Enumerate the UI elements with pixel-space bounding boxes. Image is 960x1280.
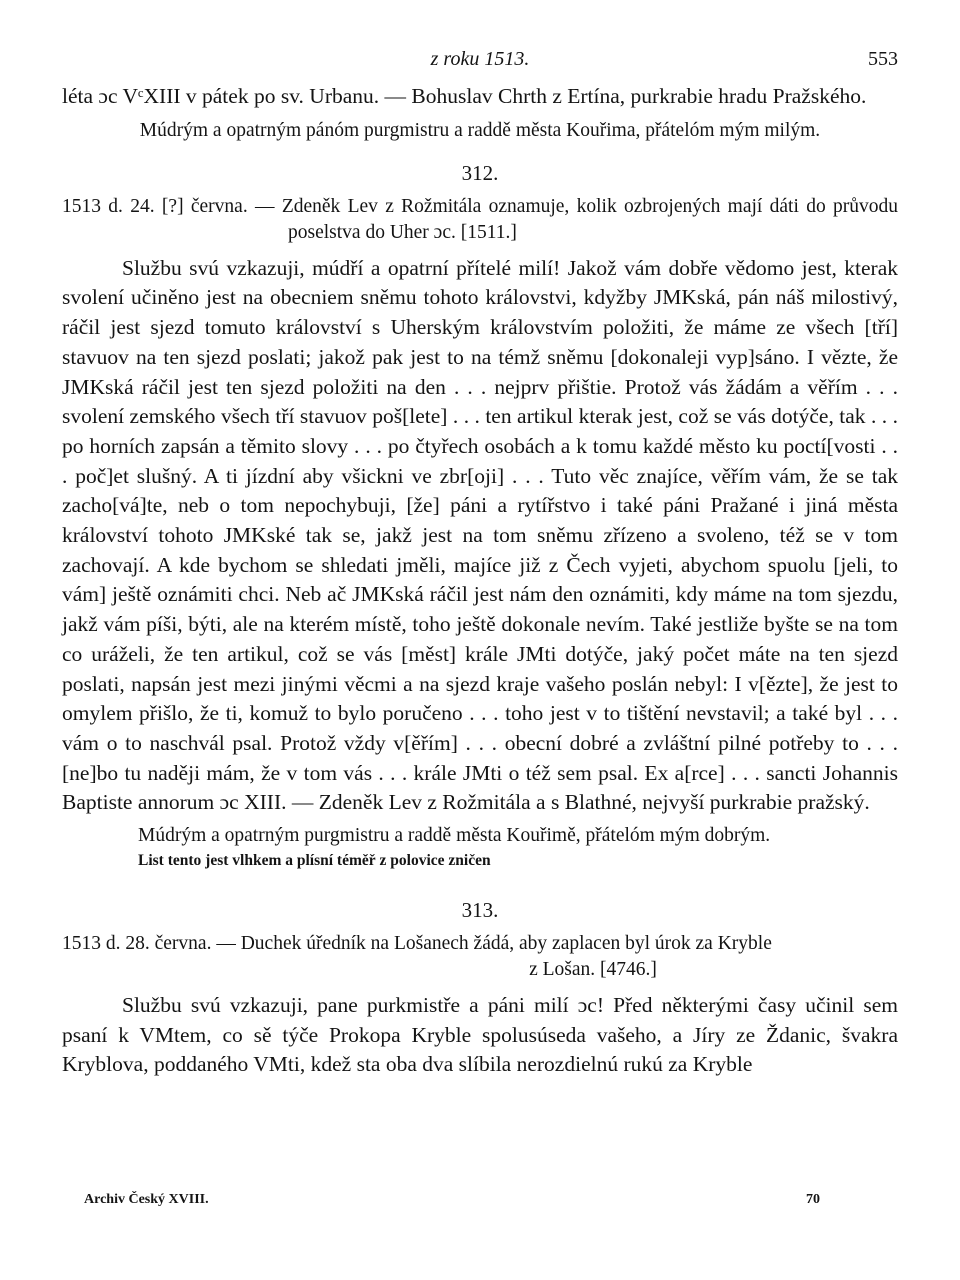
doc-311-closing-text: léta ɔc VᶜXIII v pátek po sv. Urbanu. — Bohuslav Chrth z Ertína, purkrabie hradu Pražského. xyxy=(62,84,867,108)
running-head xyxy=(62,48,898,82)
running-head-title: z roku 1513. xyxy=(430,48,530,70)
doc-312-note: List tento jest vlhkem a plísní téměř z polovice zničen xyxy=(138,852,491,870)
doc-311-address: Múdrým a opatrným pánóm purgmistru a raddě města Kouřima, přátelóm mým milým. xyxy=(139,119,821,141)
doc-313-text: Službu svú vzkazuji, pane purkmistře a páni milí ɔc! Před některými časy učinil sem psaní k VMtem, co sě týče Prokopa Kryble spolusúseda vašeho, a Jíry ze Ždanic, švakra Kryblova, poddaného VMti, kdež sta oba dva slíbila nerozdielnú rukú za Kryble xyxy=(62,993,898,1077)
doc-313-number: 313. xyxy=(461,898,499,923)
doc-312-regest: 1513 d. 24. [?] června. — Zdeněk Lev z Rožmitála oznamuje, kolik ozbrojených mají dáti do průvodu poselstva do Uher ɔc. [1511.] xyxy=(62,195,898,243)
document-page xyxy=(62,48,898,1080)
doc-312-address: Múdrým a opatrným purgmistru a raddě města Kouřimě, přátelóm mým dobrým. xyxy=(138,825,771,847)
page-number: 553 xyxy=(868,48,898,70)
doc-313-regest-line2: z Lošan. [4746.] xyxy=(529,959,657,981)
footer-sheet-number: 70 xyxy=(806,1192,820,1207)
footer-signature: Archiv Český XVIII. xyxy=(84,1192,209,1207)
doc-312-text: Službu svú vzkazuji, múdří a opatrní přítelé milí! Jakož vám dobře vědomo jest, kterak svolení učiněno jest na obecniem sněmu tohoto královstvi, kdyžby JMKská, pán náš milostivý, ráčil jest sjezd tomuto království s Uherským královstvím položiti, že máme ze všech [tří] stavuov na ten sjezd poslati; jakož pak jest to na témž sněmu [dokonaleji vyp]sáno. I vězte, že JMKská ráčil jest ten sjezd položiti na den . . . nejprv přištie. Protož vás žádám a věřím . . . svolení zemského všech tří stavuov poš[lete] . . . ten artikul kterak jest, což se vás dotýče, tak . . . po horních zapsán a těmito slovy . . . po čtyřech osobách a k tomu každé město ku poctí[vosti . . . poč]et slušný. A ti jízdní aby všickni ve zbr[oji] . . . Tuto věc znajíce, věřím vám, že se tak zacho[vá]te, neb o tom nepochybuji, [že] páni a rytířstvo i také páni Pražané i jiná města království tohoto JMKské tak se, jakž jest na tom sněmu zřízeno a svoleno, též se v tom zachovají. A kde bychom se shledati jměli, majíce již z Čech vyjeti, abychom spuolu [jeli, to vám] ještě oznámiti chci. Neb ač JMKská ráčil jest nám den oznámiti, kdy máme na tom sjezdu, jakž vám píši, býti, ale na kterém místě, toho ještě dokonale nevím. Také jestliže byšte se na tom co uráželi, že ten artikul, což se vás [měst] krále JMti dotýče, jaký počet máte na ten sjezd poslati, napsán jest mezi jinými věcmi a na sjezd kraje vašeho poslán nebyl: I v[ězte], že jest to omylem přišlo, že ti, komuž to bylo poručeno . . . toho jest v to tištění nevstavil; a také byl . . . vám o to naschvál psal. Protož vždy v[ěřím] . . . obecní dobré a zvláštní pilné potřeby to . . . [ne]bo tu naději mám, že v tom vás . . . krále JMti o též sem psal. Ex a[rce] . . . sancti Johannis Baptiste annorum ɔc XIII. — Zdeněk Lev z Rožmitála a s Blathné, nejvyší purkrabie pražský. xyxy=(62,255,898,815)
doc-313-regest-line1: 1513 d. 28. června. — Duchek úředník na Lošanech žádá, aby zaplacen byl úrok za Kryble xyxy=(62,933,772,955)
doc-312-number: 312. xyxy=(461,160,499,185)
doc-313-regest xyxy=(62,931,898,983)
page-footer xyxy=(84,1192,844,1208)
